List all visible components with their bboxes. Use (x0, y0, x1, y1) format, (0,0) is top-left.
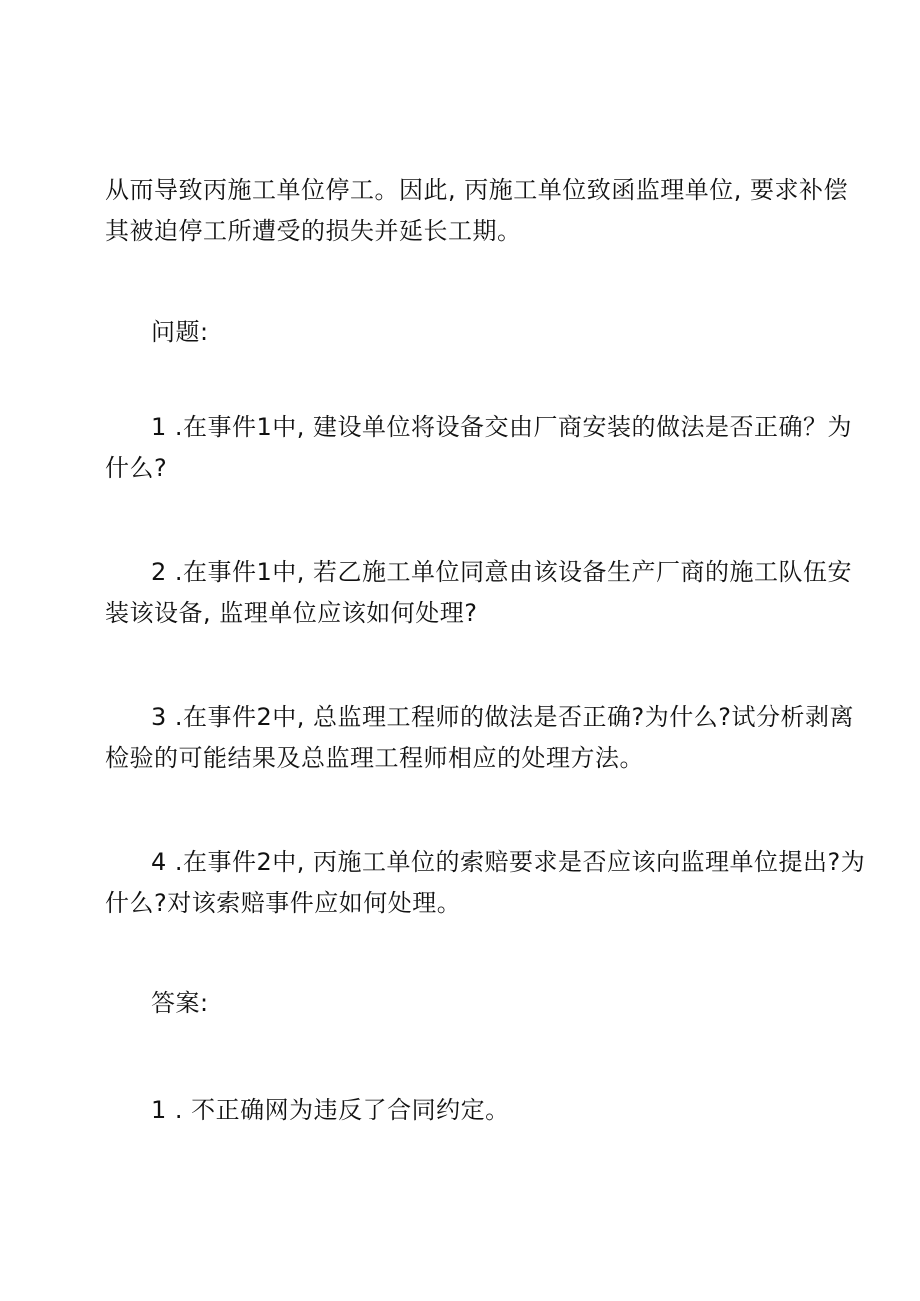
question-2-line-1: 2 .在事件1中, 若乙施工单位同意由该设备生产厂商的施工队伍安 (151, 558, 853, 586)
answer-1-line-1: 1 . 不正确网为违反了合同约定。 (151, 1096, 510, 1124)
question-3-line-2: 检验的可能结果及总监理工程师相应的处理方法。 (105, 744, 644, 772)
answer-1 (105, 1090, 861, 1131)
question-3-line-1: 3 .在事件2中, 总监理工程师的做法是否正确?为什么?试分析剥离 (151, 703, 855, 731)
question-4-line-1: 4 .在事件2中, 丙施工单位的索赔要求是否应该向监理单位提出?为 (151, 848, 866, 876)
question-3 (105, 697, 855, 779)
question-2-line-2: 装该设备, 监理单位应该如何处理? (105, 599, 478, 627)
question-1-line-2: 什么? (105, 454, 168, 482)
intro-line-1: 从而导致丙施工单位停工。因此, 丙施工单位致函监理单位, 要求补偿 (105, 176, 849, 204)
intro-line-2: 其被迫停工所遭受的损失并延长工期。 (105, 217, 522, 245)
question-2 (105, 552, 853, 634)
question-1-line-1: 1 .在事件1中, 建设单位将设备交由厂商安装的做法是否正确？为 (151, 413, 853, 441)
question-1 (105, 407, 853, 489)
questions-heading: 问题: (151, 318, 209, 346)
intro-paragraph (105, 170, 849, 252)
question-4-line-2: 什么?对该索赔事件应如何处理。 (105, 889, 462, 917)
answers-heading: 答案: (151, 989, 209, 1017)
question-4 (105, 842, 866, 924)
